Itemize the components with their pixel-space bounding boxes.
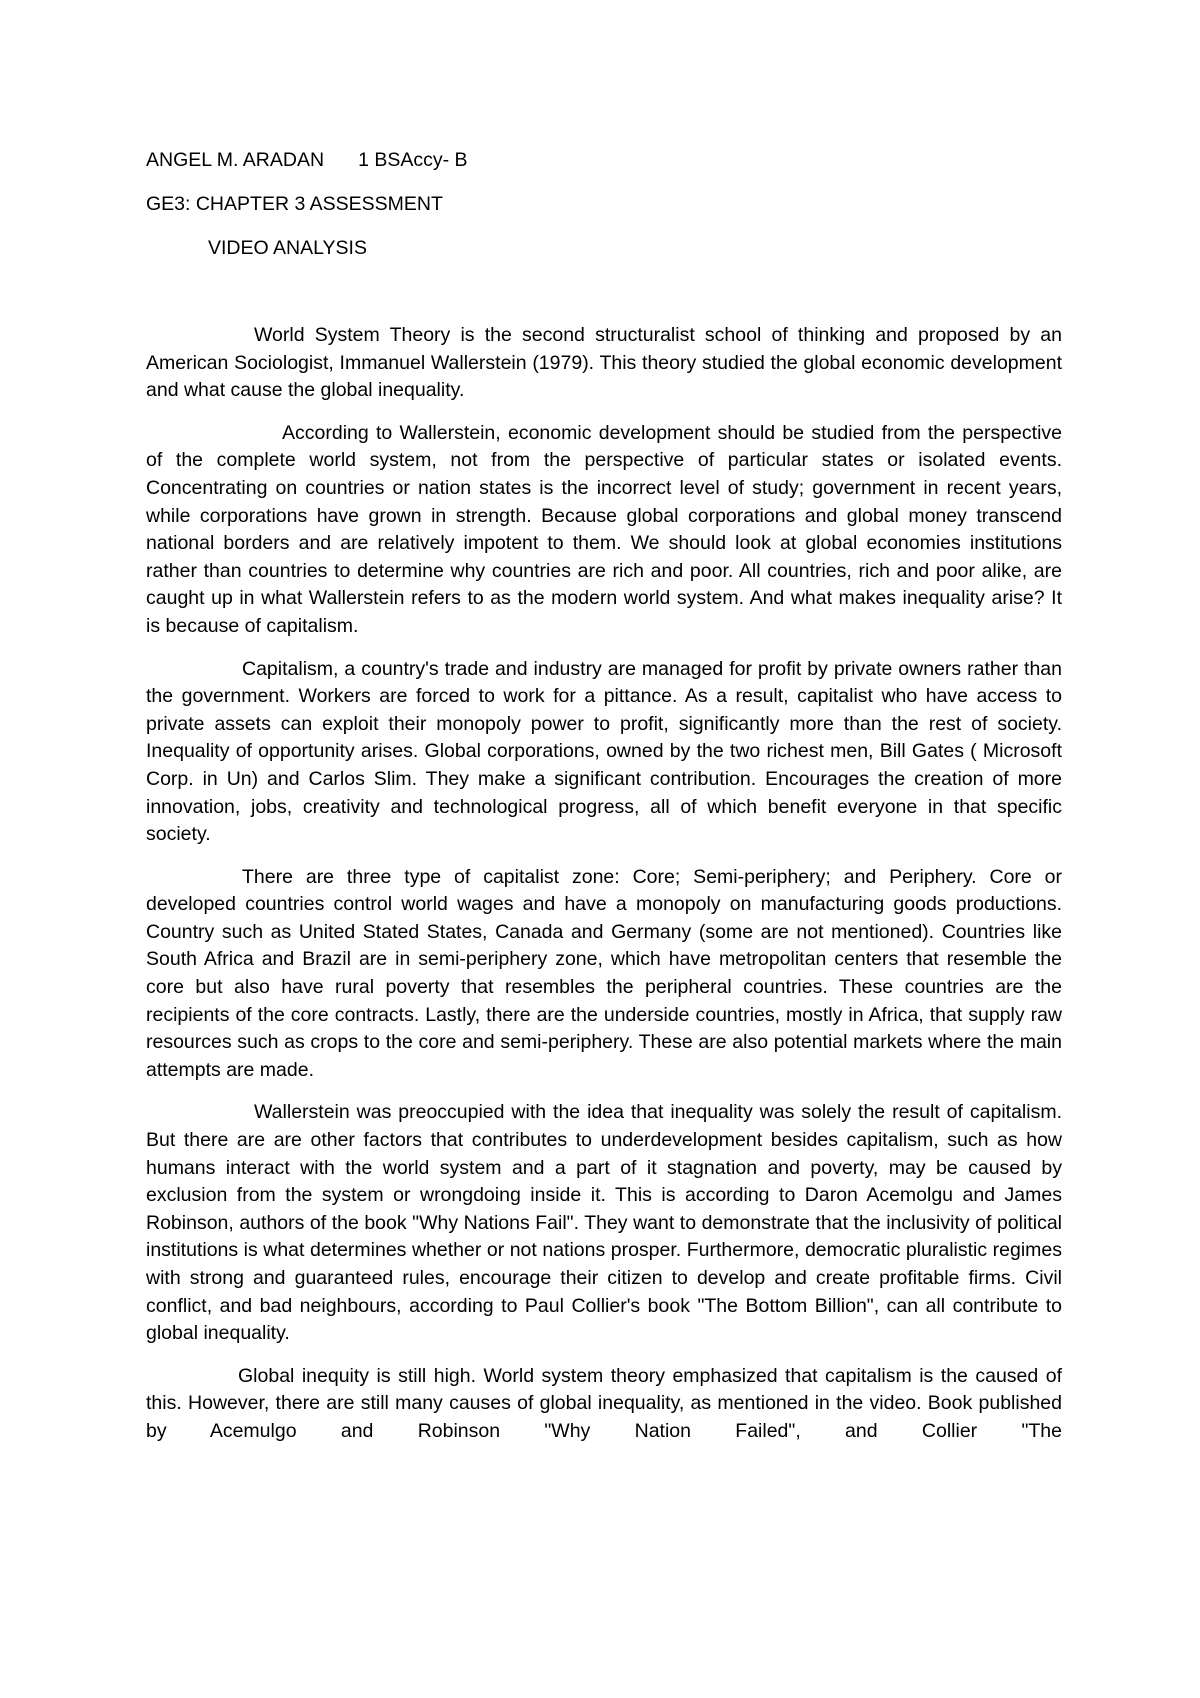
- author-line: [146, 148, 468, 172]
- document-title: VIDEO ANALYSIS: [208, 237, 367, 259]
- paragraph: There are three type of capitalist zone: Core; Semi-periphery; and Periphery. Core or developed countries control world wages and have a monopoly on manufacturing goods productions. Country such as United Stated States, Canada and Germany (some are not mentioned). Countries like South Africa and Brazil are in semi-periphery zone, which have metropolitan centers that resemble the core but also have rural poverty that resembles the peripheral countries. These countries are the recipients of the core contracts. Lastly, there are the underside countries, mostly in Africa, that supply raw resources such as crops to the core and semi-periphery. These are also potential markets where the main attempts are made.: [146, 865, 1062, 1081]
- paragraph: Global inequity is still high. World system theory emphasized that capitalism is the caused of this. However, there are still many causes of global inequality, as mentioned in the video. Book published by Acemulgo and Robinson "Why Nation Failed", and Collier "The: [146, 1364, 1062, 1442]
- class-section: 1 BSAccy- B: [358, 149, 468, 171]
- author-name: ANGEL M. ARADAN: [146, 149, 325, 171]
- paragraph: According to Wallerstein, economic development should be studied from the perspective of the complete world system, not from the perspective of particular states or isolated events. Concentrating on countries or nation states is the incorrect level of study; government in recent years, while corporations have grown in strength. Because global corporations and global money transcend national borders and are relatively impotent to them. We should look at global economies institutions rather than countries to determine why countries are rich and poor. All countries, rich and poor alike, are caught up in what Wallerstein refers to as the modern world system. And what makes inequality arise? It is because of capitalism.: [146, 421, 1062, 637]
- paragraph: Capitalism, a country's trade and industry are managed for profit by private owners rather than the government. Workers are forced to work for a pittance. As a result, capitalist who have access to private assets can exploit their monopoly power to profit, significantly more than the rest of society. Inequality of opportunity arises. Global corporations, owned by the two richest men, Bill Gates ( Microsoft Corp. in Un) and Carlos Slim. They make a significant contribution. Encourages the creation of more innovation, jobs, creativity and technological progress, all of which benefit everyone in that specific society.: [146, 657, 1062, 846]
- paragraph: World System Theory is the second structuralist school of thinking and proposed by an American Sociologist, Immanuel Wallerstein (1979). This theory studied the global economic development and what cause the global inequality.: [146, 324, 1062, 402]
- paragraph: Wallerstein was preoccupied with the idea that inequality was solely the result of capitalism. But there are are other factors that contributes to underdevelopment besides capitalism, such as how humans interact with the world system and a part of it stagnation and poverty, may be caused by exclusion from the system or wrongdoing inside it. This is according to Daron Acemolgu and James Robinson, authors of the book "Why Nations Fail". They want to demonstrate that the inclusivity of political institutions is what determines whether or not nations prosper. Furthermore, democratic pluralistic regimes with strong and guaranteed rules, encourage their citizen to develop and create profitable firms. Civil conflict, and bad neighbours, according to Paul Collier's book "The Bottom Billion", can all contribute to global inequality.: [146, 1101, 1062, 1345]
- essay-body: [146, 322, 1062, 1461]
- course-line: GE3: CHAPTER 3 ASSESSMENT: [146, 193, 443, 215]
